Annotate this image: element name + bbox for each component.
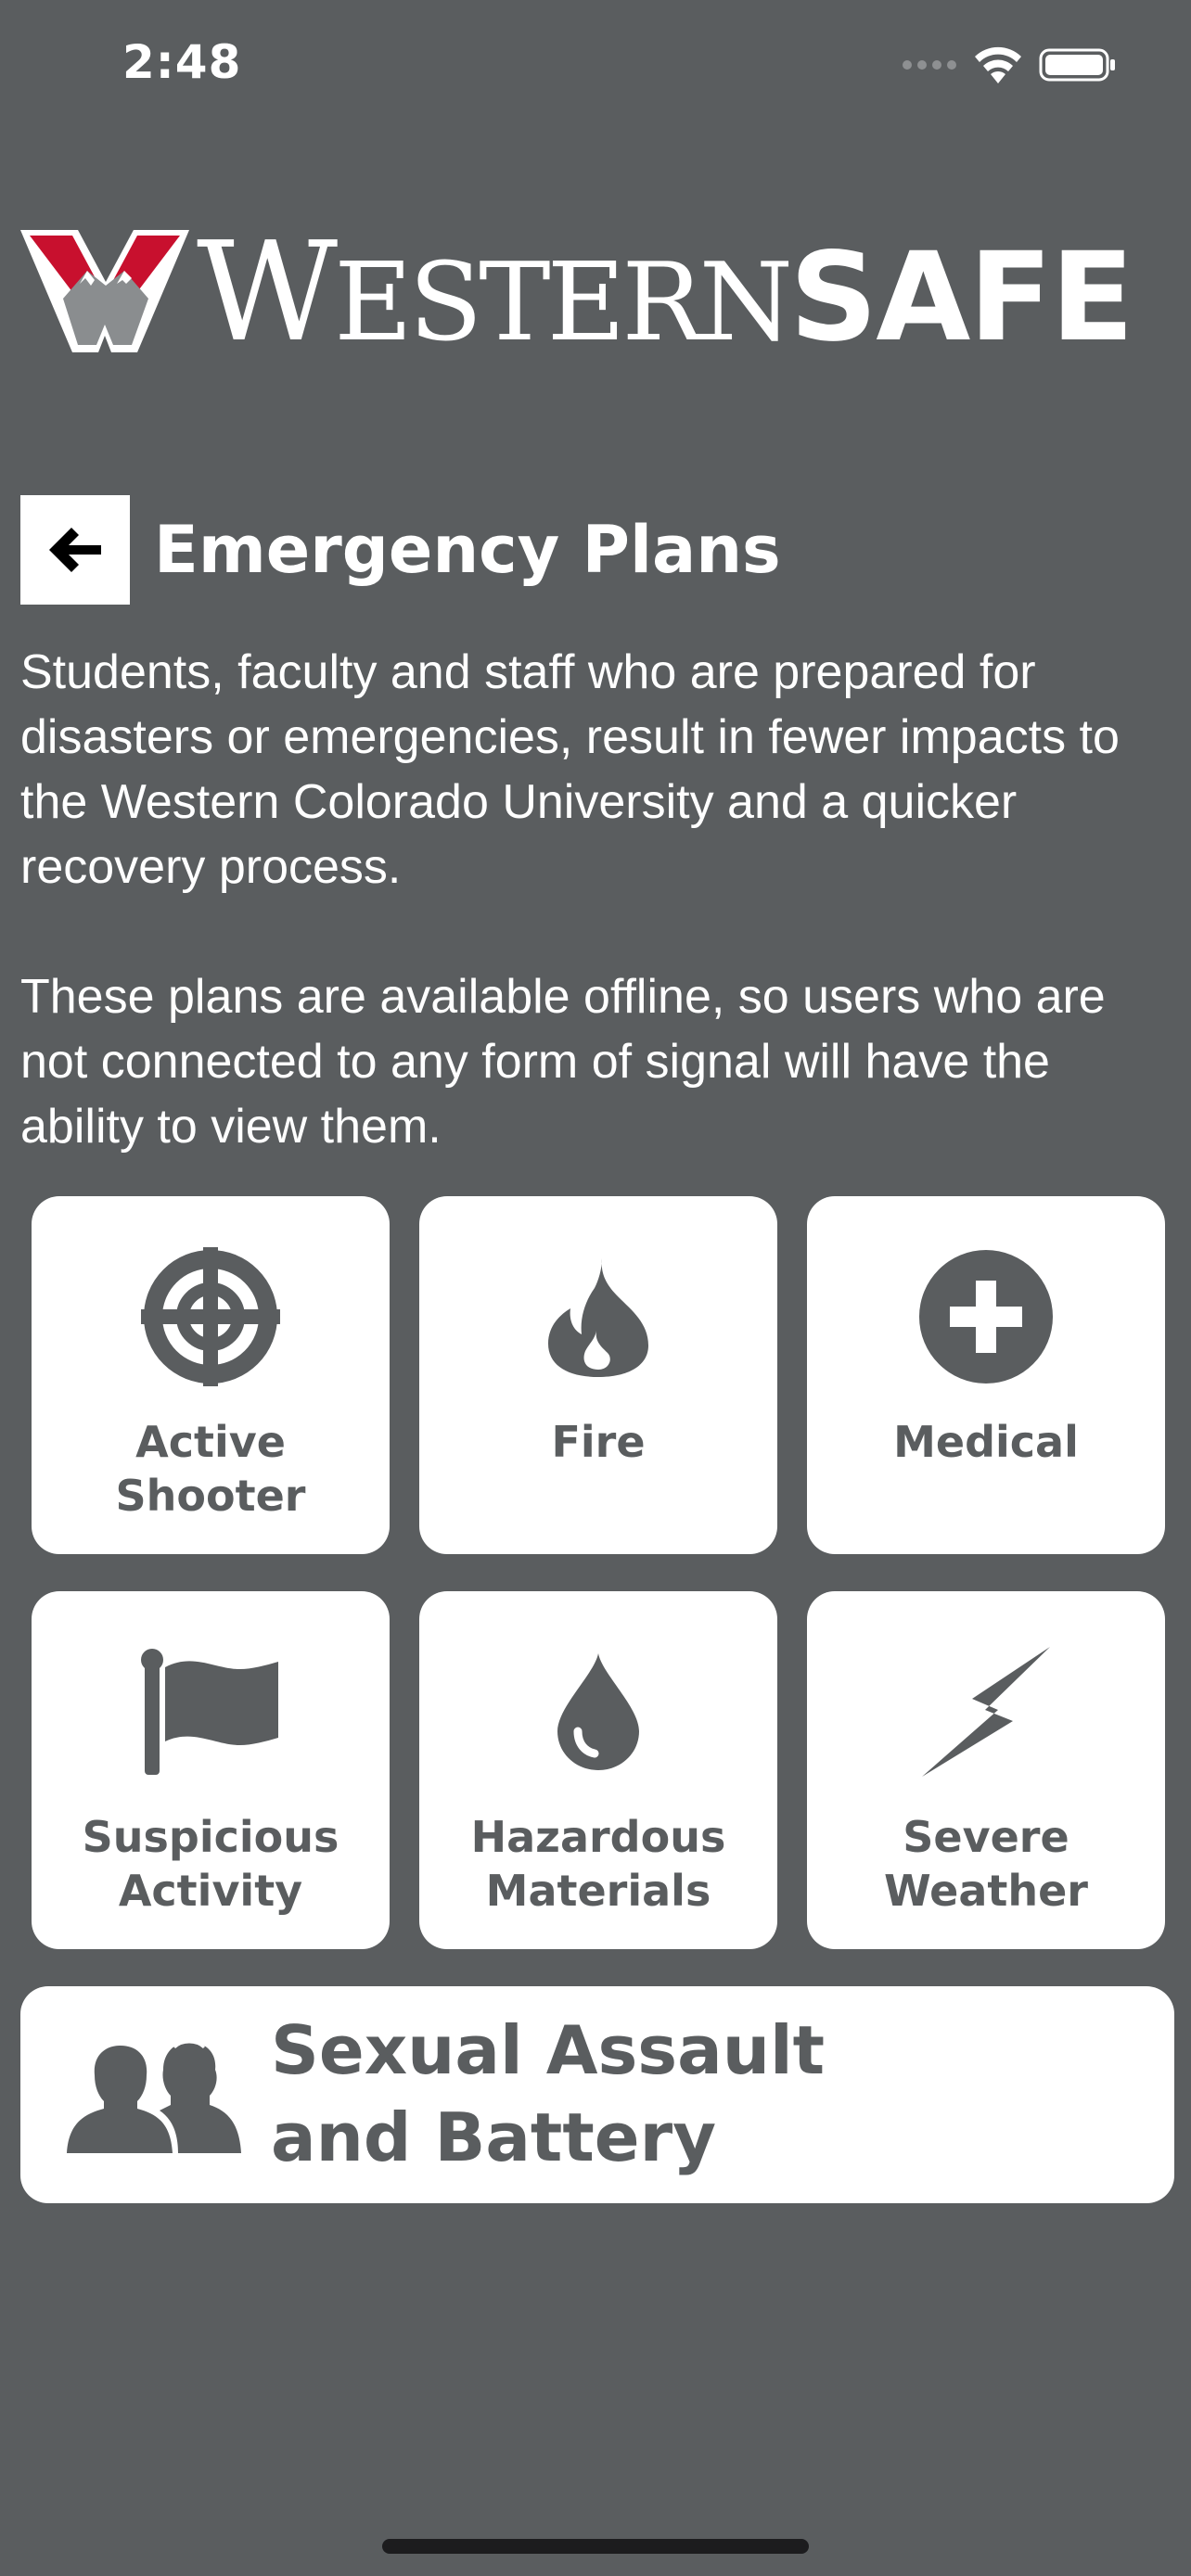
wifi-icon [972, 43, 1024, 83]
logo-western-initial: W [197, 212, 335, 372]
medical-plus-icon [918, 1249, 1054, 1384]
battery-icon [1039, 46, 1117, 83]
intro-description [20, 640, 1180, 1159]
home-indicator[interactable] [382, 2539, 809, 2554]
intro-paragraph-2: These plans are available offline, so users who are not connected to any form of signal will have the ability to view them. [20, 970, 1106, 1154]
western-w-mountain-icon [20, 226, 189, 352]
plan-label: Sexual Assault and Battery [271, 2011, 826, 2176]
page-title: Emergency Plans [154, 512, 781, 588]
plan-tile-severe-weather[interactable] [807, 1591, 1165, 1949]
plan-label: Medical [893, 1417, 1079, 1467]
westernsafe-logo [20, 212, 1171, 372]
plan-label: Severe Weather [884, 1812, 1088, 1916]
back-button[interactable] [20, 495, 130, 605]
crosshair-icon [141, 1247, 280, 1386]
logo-western [197, 212, 789, 372]
plan-tile-medical[interactable] [807, 1196, 1165, 1554]
plan-label: Active Shooter [115, 1417, 306, 1521]
fire-icon [543, 1256, 654, 1377]
plan-label: Suspicious Activity [82, 1812, 339, 1916]
logo-wordmark [197, 212, 1133, 372]
plan-label: Fire [551, 1417, 646, 1467]
status-time: 2:48 [122, 35, 242, 89]
plan-tile-fire[interactable] [419, 1196, 777, 1554]
status-bar [0, 0, 1191, 130]
plan-tile-active-shooter[interactable] [32, 1196, 390, 1554]
plan-label: Hazardous Materials [470, 1812, 726, 1916]
plan-tile-hazardous-materials[interactable] [419, 1591, 777, 1949]
droplet-icon [554, 1651, 643, 1772]
flag-icon [141, 1649, 280, 1775]
intro-paragraph-1: Students, faculty and staff who are prepared for disasters or emergencies, result in fewer impacts to the Western Colorado University and a quicker recovery process. [20, 645, 1120, 894]
people-icon [67, 2042, 243, 2153]
plan-tile-sexual-assault-battery[interactable] [20, 1986, 1174, 2203]
logo-western-rest: ESTERN [334, 240, 790, 365]
lightning-icon [916, 1647, 1056, 1777]
plan-tile-suspicious-activity[interactable] [32, 1591, 390, 1949]
arrow-left-icon [45, 524, 105, 576]
cellular-dots-icon [902, 56, 957, 74]
page-header [20, 495, 1171, 605]
logo-safe: SAFE [789, 226, 1133, 369]
